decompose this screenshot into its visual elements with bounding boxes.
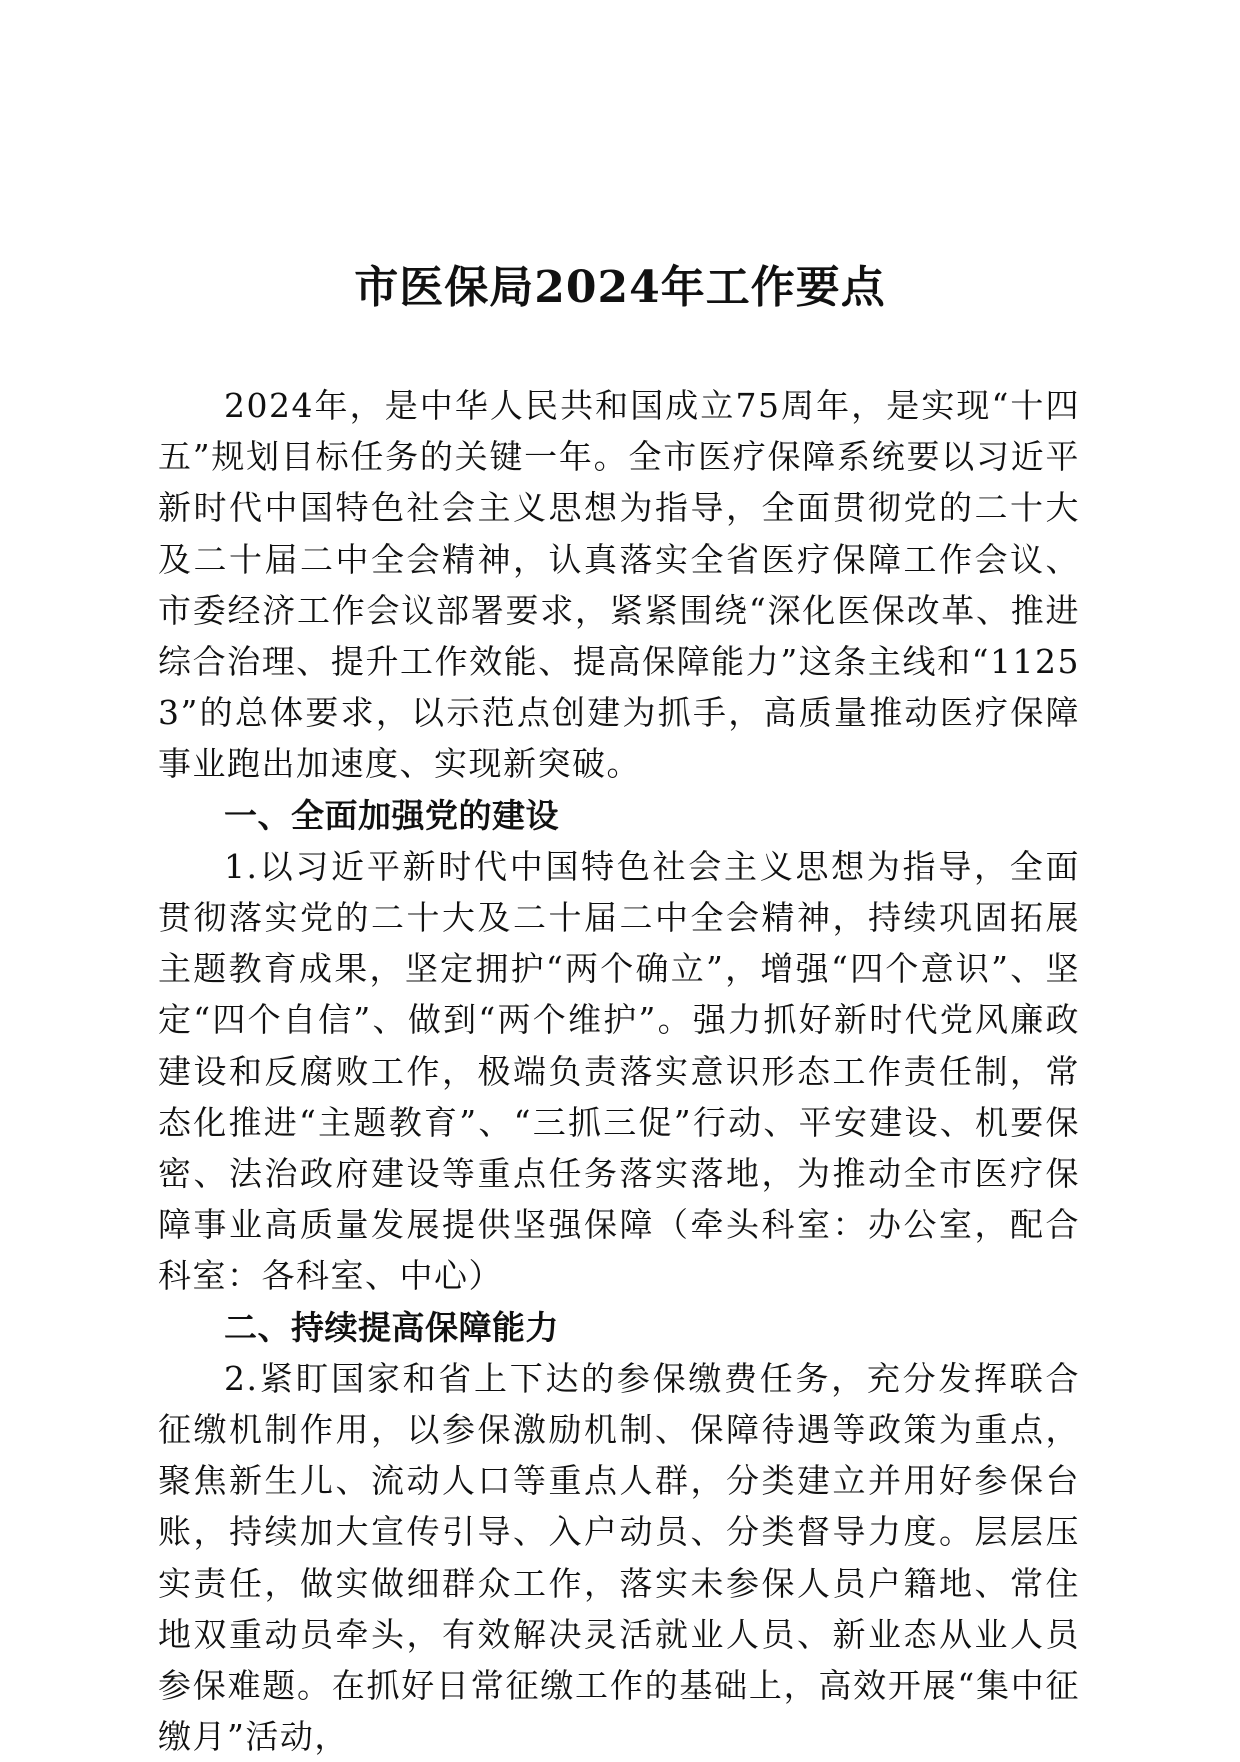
section-heading-party-building: 一、全面加强党的建设 [224,795,559,835]
document-body [158,380,1080,1762]
section-heading-guarantee-capacity: 二、持续提高保障能力 [224,1307,559,1347]
item-paragraph-2: 2.紧盯国家和省上下达的参保缴费任务，充分发挥联合征缴机制作用，以参保激励机制、保障待遇等政策为重点，聚焦新生儿、流动人口等重点人群，分类建立并用好参保台账，持续加大宣传引导、入户动员、分类督导力度。层层压实责任，做实做细群众工作，落实未参保人员户籍地、常住地双重动员牵头，有效解决灵活就业人员、新业态从业人员参保难题。在抓好日常征缴工作的基础上，高效开展“集中征缴月”活动， [158,1358,1080,1757]
document-title: 市医保局2024年工作要点 [354,262,886,313]
item-paragraph-1: 1.以习近平新时代中国特色社会主义思想为指导，全面贯彻落实党的二十大及二十届二中全会精神，持续巩固拓展主题教育成果，坚定拥护“两个确立”，增强“四个意识”、坚定“四个自信”、做到“两个维护”。强力抓好新时代党风廉政建设和反腐败工作，极端负责落实意识形态工作责任制，常态化推进“主题教育”、“三抓三促”行动、平安建设、机要保密、法治政府建设等重点任务落实落地，为推动全市医疗保障事业高质量发展提供坚强保障（牵头科室：办公室，配合科室：各科室、中心） [158,846,1080,1296]
intro-paragraph: 2024年，是中华人民共和国成立75周年，是实现“十四五”规划目标任务的关键一年。全市医疗保障系统要以习近平新时代中国特色社会主义思想为指导，全面贯彻党的二十大及二十届二中全会精神，认真落实全省医疗保障工作会议、市委经济工作会议部署要求，紧紧围绕“深化医保改革、推进综合治理、提升工作效能、提高保障能力”这条主线和“11253”的总体要求，以示范点创建为抓手，高质量推动医疗保障事业跑出加速度、实现新突破。 [158,386,1080,784]
